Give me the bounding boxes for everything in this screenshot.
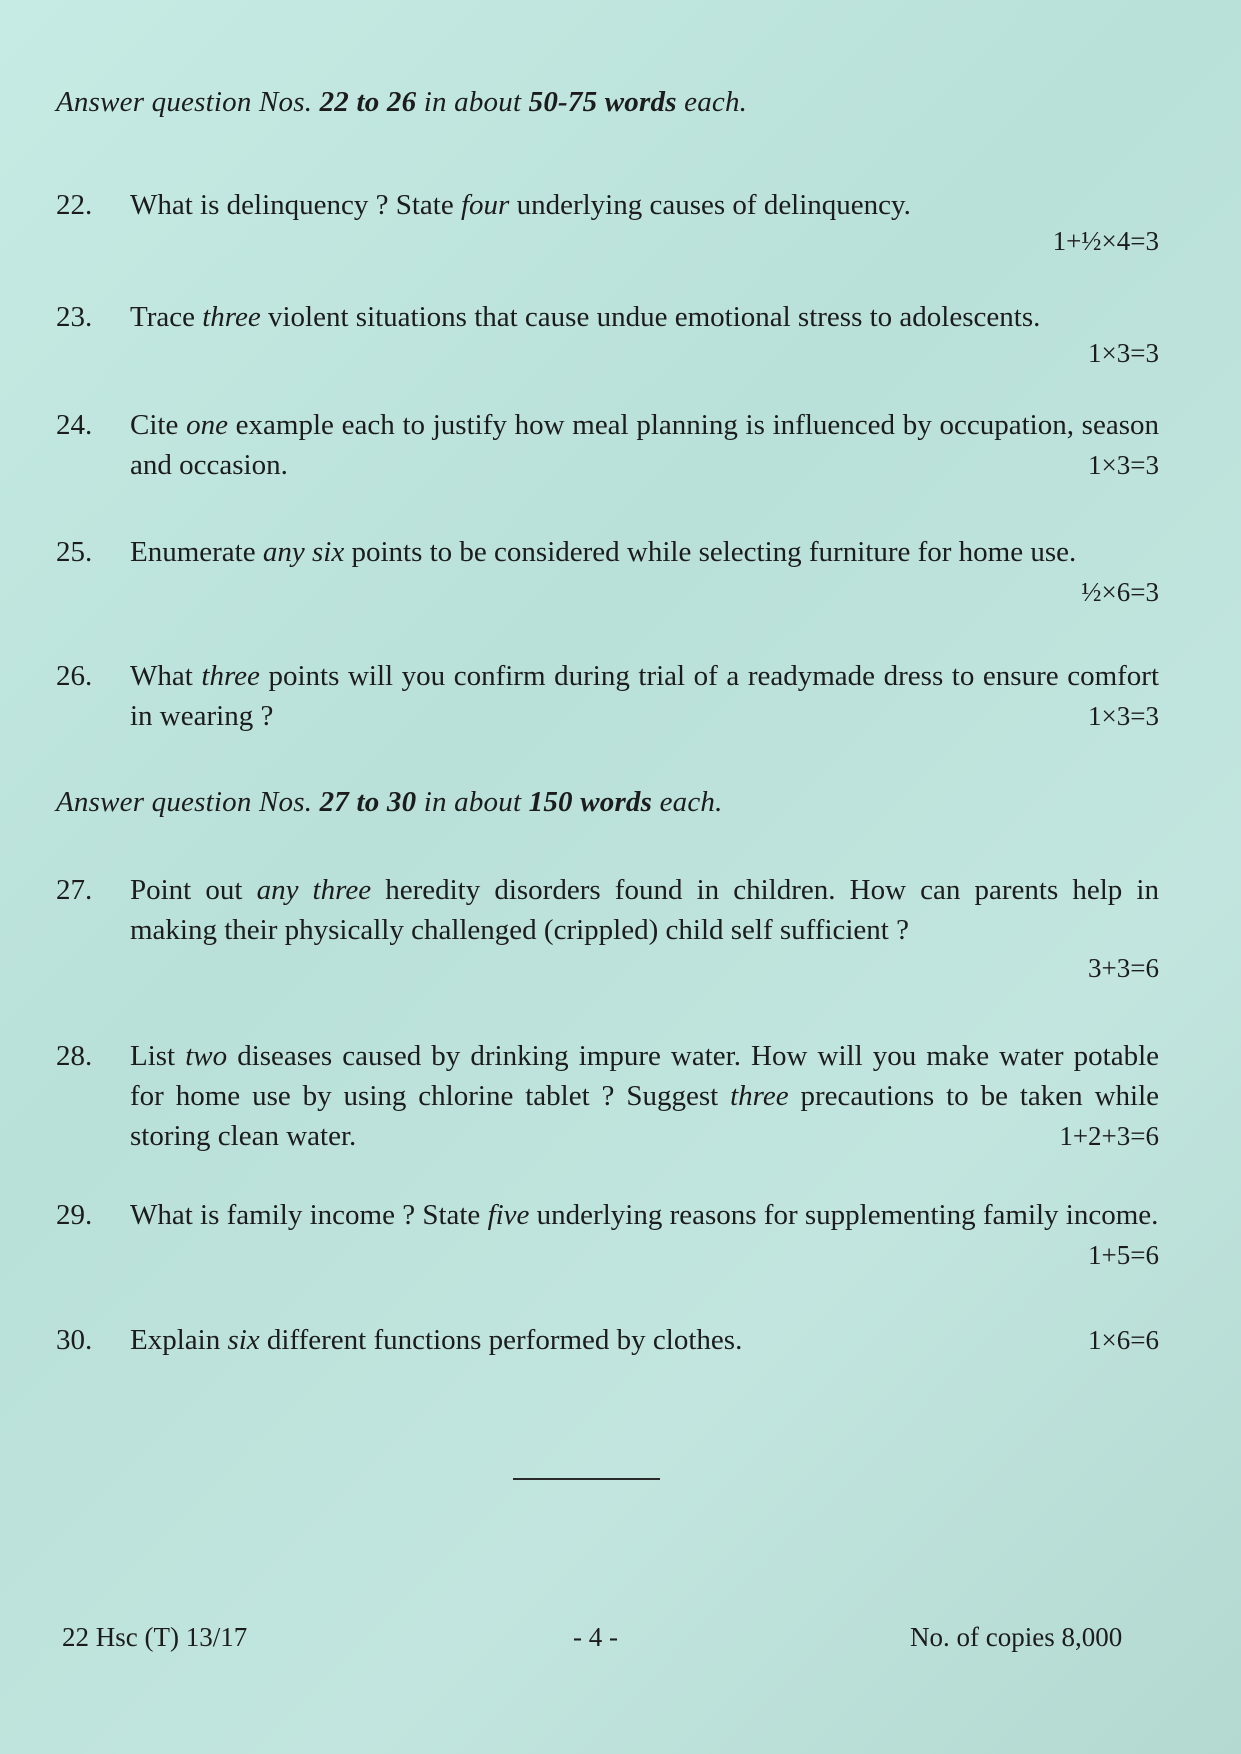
marks: 1+2+3=6 [1059,1121,1159,1151]
question-24: 24. Cite one example each to justify how meal planning is influenced by occupation, season and occasion. 1×3=3 [56,405,1159,485]
copies-count: No. of copies 8,000 [910,1622,1123,1652]
page-number: - 4 - [573,1622,618,1652]
question-25: 25. Enumerate any six points to be considered while selecting furniture for home use. ½×6=3 [56,532,1159,572]
question-26: 26. What three points will you confirm during trial of a readymade dress to ensure comfort in wearing ? 1×3=3 [56,656,1159,736]
question-27: 27. Point out any three heredity disorders found in children. How can parents help in making their physically challenged (crippled) child self sufficient ? 3+3=6 [56,870,1159,950]
question-23: 23. Trace three violent situations that cause undue emotional stress to adolescents. 1×3=3 [56,297,1159,337]
question-28: 28. List two diseases caused by drinking impure water. How will you make water potable for home use by using chlorine tablet ? Suggest three precautions to be taken while storing clean water. 1+2+3=6 [56,1036,1159,1156]
marks: 1×3=3 [1088,450,1159,480]
marks: 1×3=3 [1088,338,1159,368]
marks: 1+½×4=3 [1052,226,1159,256]
question-29: 29. What is family income ? State five underlying reasons for supplementing family income. 1+5=6 [56,1195,1159,1235]
section-heading-short: Answer question Nos. 22 to 26 in about 50-75 words each. [56,86,748,118]
marks: 1×6=6 [1088,1325,1159,1355]
marks: ½×6=3 [1081,577,1159,607]
marks: 3+3=6 [1088,953,1159,983]
section-heading-long: Answer question Nos. 27 to 30 in about 150 words each. [56,786,723,818]
marks: 1×3=3 [1088,701,1159,731]
marks: 1+5=6 [1088,1240,1159,1270]
end-rule [513,1478,660,1480]
question-30: 30. Explain six different functions performed by clothes. 1×6=6 [56,1320,1159,1360]
question-22: 22. What is delinquency ? State four underlying causes of delinquency. 1+½×4=3 [56,185,1159,225]
paper-code: 22 Hsc (T) 13/17 [62,1622,248,1652]
